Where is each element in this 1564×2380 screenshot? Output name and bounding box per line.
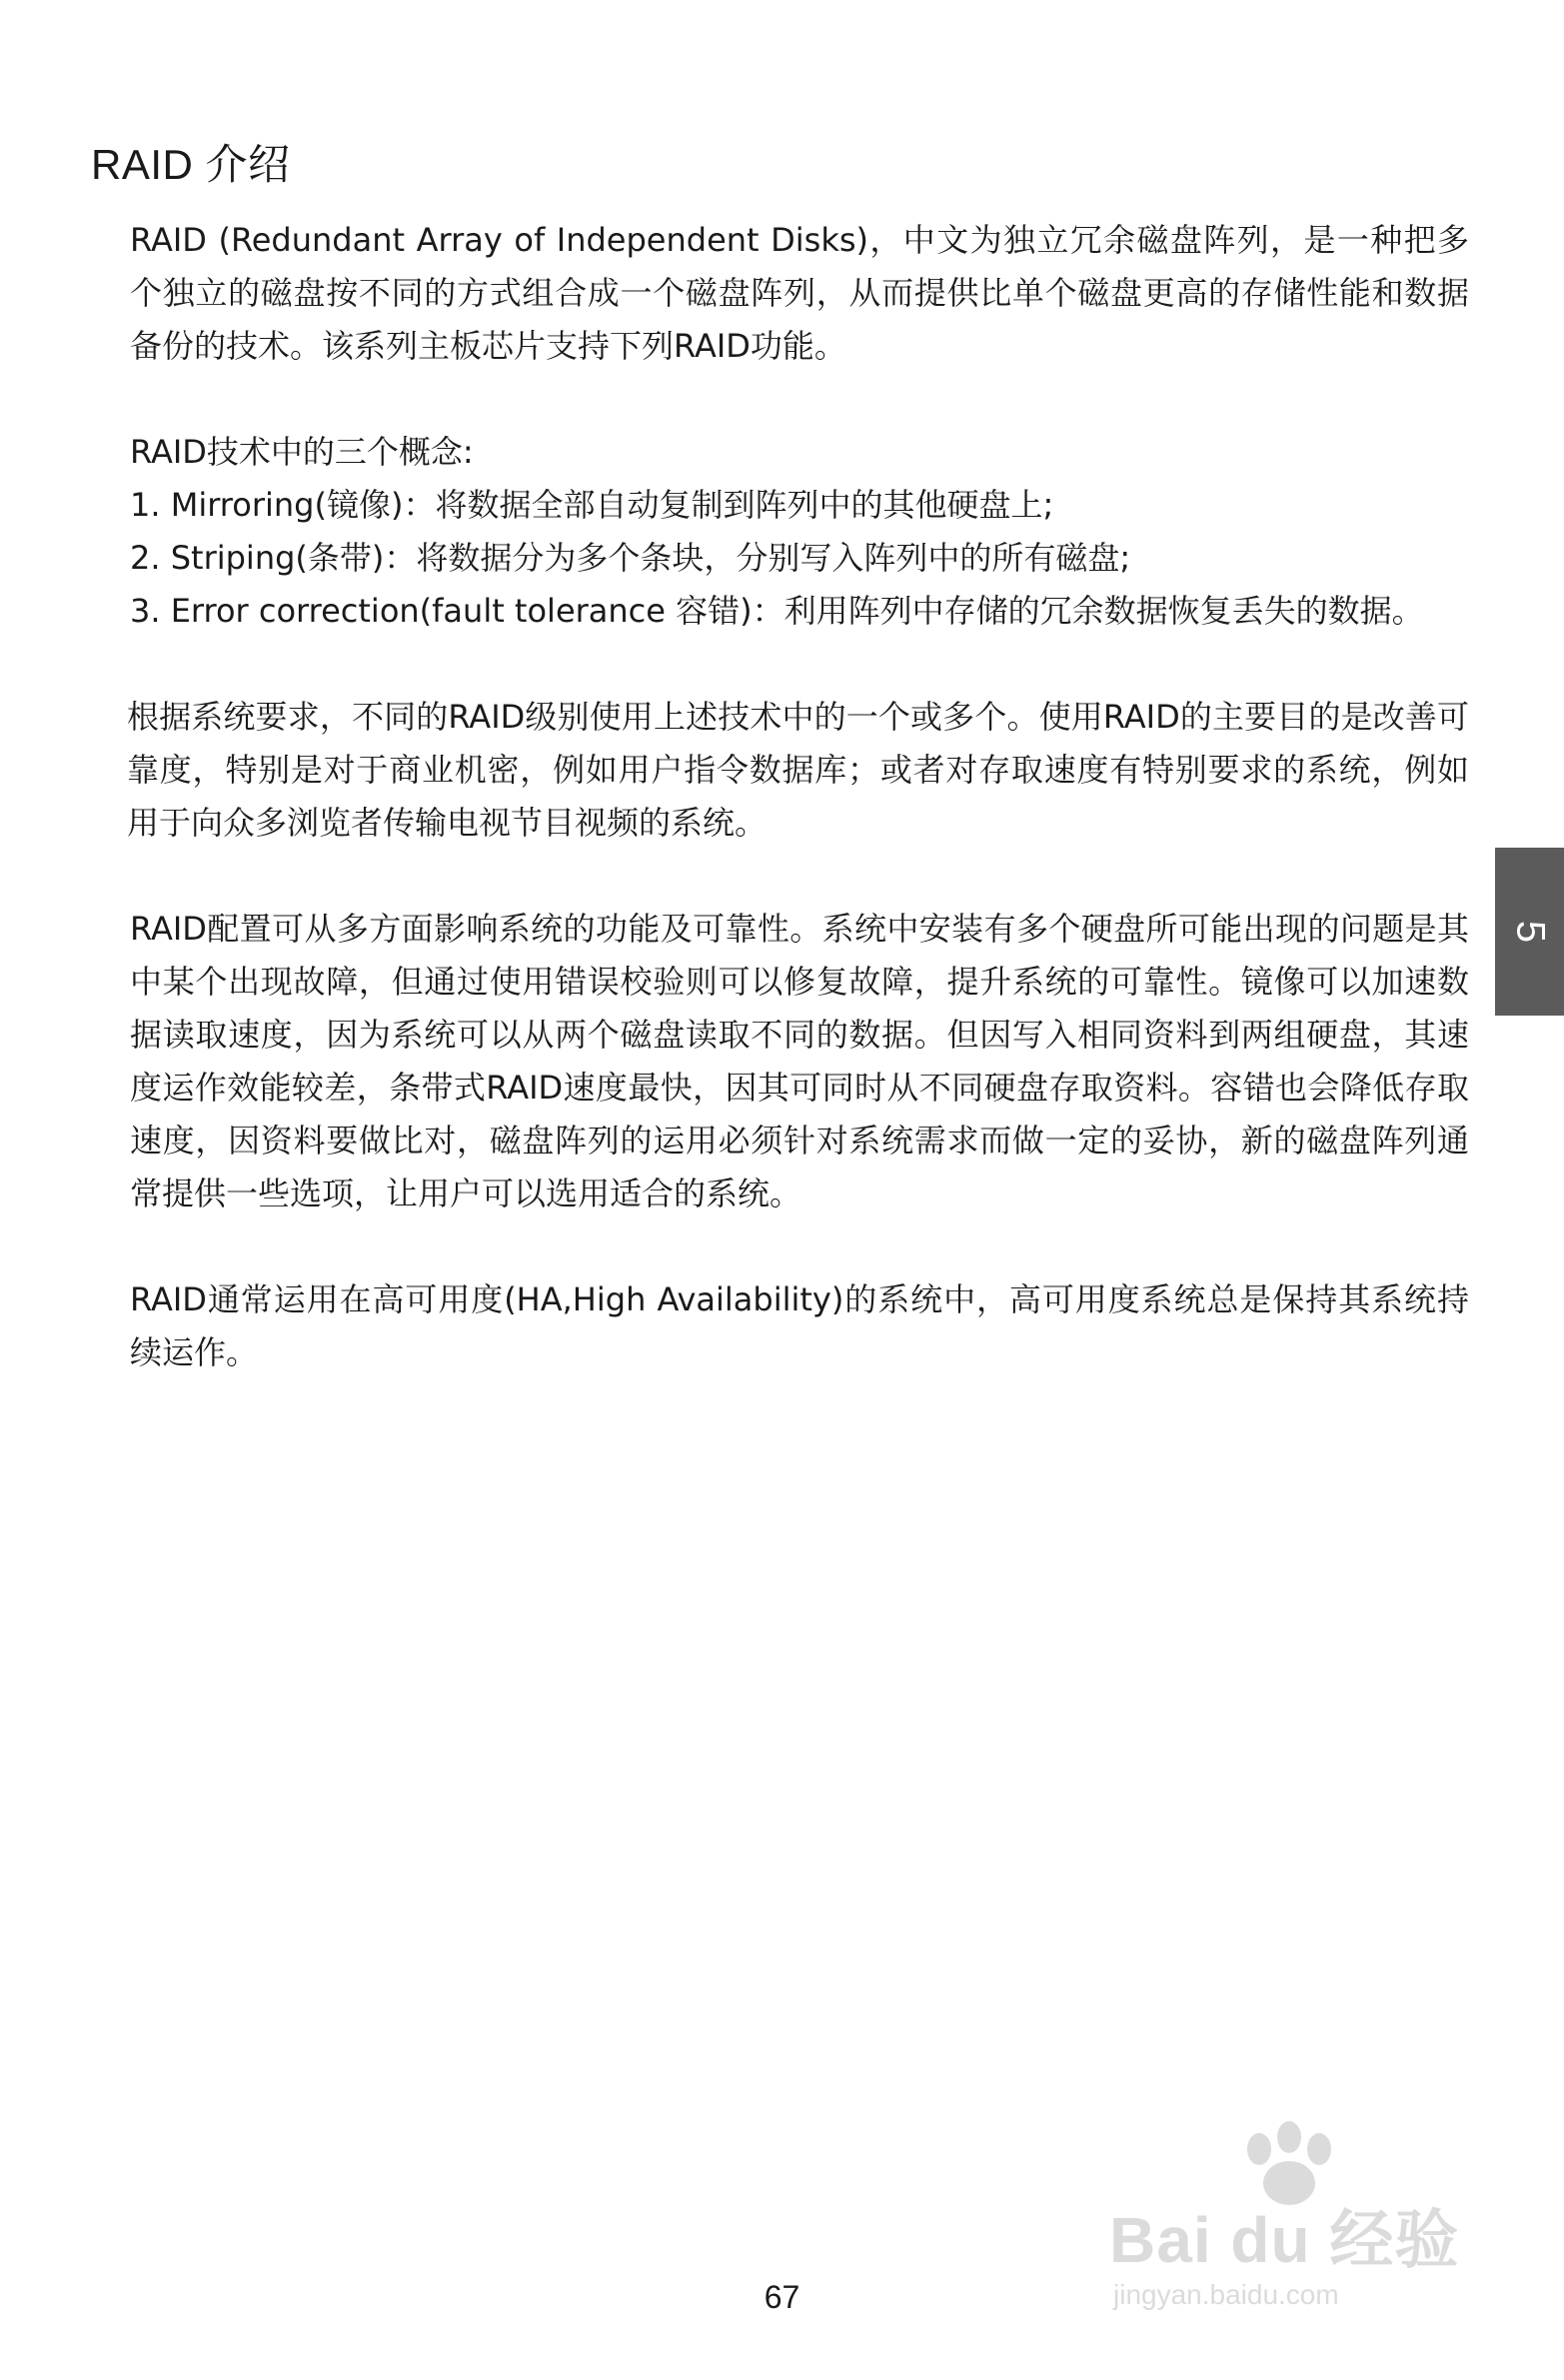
chapter-tab [1495,848,1564,1016]
watermark-url: jingyan.baidu.com [1113,2279,1339,2310]
concept-item-mirroring: 1. Mirroring(镜像)：将数据全部自动复制到阵列中的其他硬盘上; [130,486,1054,524]
paragraph-intro: RAID (Redundant Array of Independent Disks)，中文为独立冗余磁盘阵列，是一种把多个独立的磁盘按不同的方式组合成一个磁盘阵列，从而提供比单个磁盘更高的存储性能和数据备份的技术。该系列主板芯片支持下列RAID功能。 [130,221,1469,365]
concept-item-error-correction: 3. Error correction(fault tolerance 容错)：利用阵列中存储的冗余数据恢复丢失的数据。 [130,592,1424,630]
document-body [127,214,1469,1432]
page-title: RAID 介绍 [91,141,291,189]
paragraph-high-availability: RAID通常运用在高可用度(HA,High Availability)的系统中，高可用度系统总是保持其系统持续运作。 [130,1280,1469,1371]
concepts-heading: RAID技术中的三个概念: [130,433,474,471]
chapter-number: 5 [1508,920,1552,944]
paragraph-raid-config: RAID配置可从多方面影响系统的功能及可靠性。系统中安装有多个硬盘所可能出现的问题是其中某个出现故障，但通过使用错误校验则可以修复故障，提升系统的可靠性。镜像可以加速数据读取速度，因为系统可以从两个磁盘读取不同的数据。但因写入相同资料到两组硬盘，其速度运作效能较差，条带式RAID速度最快，因其可同时从不同硬盘存取资料。容错也会降低存取速度，因资料要做比对，磁盘阵列的运用必须针对系统需求而做一定的妥协，新的磁盘阵列通常提供一些选项，让用户可以选用适合的系统。 [130,910,1469,1212]
paragraph-raid-levels: 根据系统要求，不同的RAID级别使用上述技术中的一个或多个。使用RAID的主要目的是改善可靠度，特别是对于商业机密，例如用户指令数据库；或者对存取速度有特别要求的系统，例如用于向众多浏览者传输电视节目视频的系统。 [127,698,1469,842]
watermark-brand: Bai du 经验 [1109,2204,1460,2276]
page-number: 67 [764,2279,800,2315]
concepts-block [130,426,1469,638]
concept-item-striping: 2. Striping(条带)：将数据分为多个条块，分别写入阵列中的所有磁盘; [130,539,1131,577]
